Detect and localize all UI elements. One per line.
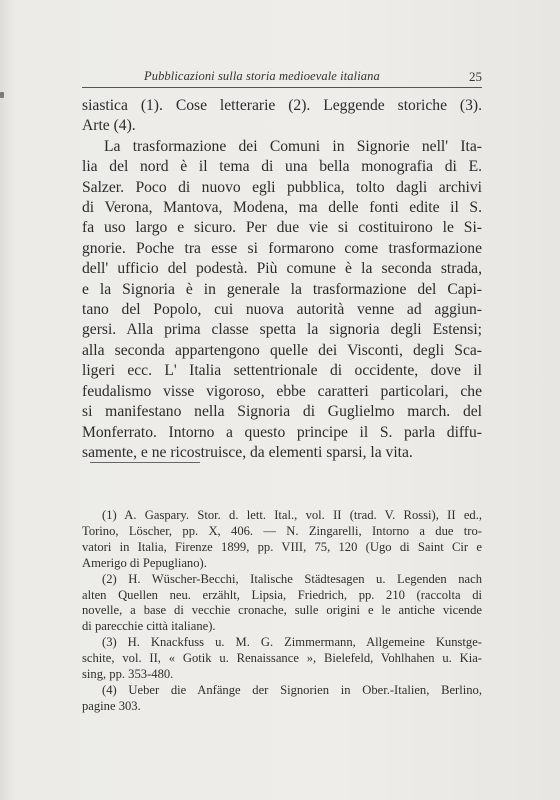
- body-line: di Verona, Mantova, Modena, ma delle fonti edite il S.: [82, 199, 482, 217]
- body-line: Arte (4).: [82, 117, 136, 135]
- footnote-line: (3) H. Knackfuss u. M. G. Zimmermann, Allgemeine Kunstge-: [102, 635, 482, 650]
- body-line: gnorie. Poche tra esse si formarono come trasformazione: [82, 239, 482, 257]
- body-line: fa uso largo e sicuro. Per due vie si costituirono le Si-: [82, 219, 482, 237]
- footnote-line: (1) A. Gaspary. Stor. d. lett. Ital., vol. II (trad. V. Rossi), II ed.,: [102, 508, 482, 522]
- body-line: siastica (1). Cose letterarie (2). Leggende storiche (3).: [82, 97, 482, 114]
- footnote-line: Torino, Löscher, pp. X, 406. — N. Zingarelli, Intorno a due tro-: [82, 523, 482, 538]
- body-line: dell' ufficio del podestà. Più comune è la seconda strada,: [82, 260, 482, 278]
- footnote-line: vatori in Italia, Firenze 1899, pp. VIII, 75, 120 (Ugo di Saint Cir e: [82, 539, 482, 554]
- body-line: e la Signoria è in generale la trasformazione del Capi-: [82, 280, 482, 298]
- footnote-line: schite, vol. II, « Gotik u. Renaissance », Bielefeld, Vohlhahen u. Kia-: [82, 651, 482, 666]
- body-line: ligeri ecc. L' Italia settentrionale di occidente, dove il: [82, 362, 482, 380]
- body-line: feudalismo visse vigoroso, ebbe caratteri particolari, che: [82, 382, 482, 400]
- body-text: [82, 96, 482, 463]
- page-header: [82, 67, 482, 85]
- margin-mark: [0, 92, 4, 98]
- footnotes: [82, 508, 482, 715]
- footnote-line: (2) H. Wüscher-Becchi, Italische Städtesagen u. Legenden nach: [102, 571, 482, 586]
- footnote-line: pagine 303.: [82, 698, 141, 713]
- body-line: La trasformazione dei Comuni in Signorie nell' Ita-: [104, 137, 482, 155]
- body-line: alla seconda appartengono quelle dei Visconti, degli Sca-: [82, 341, 482, 359]
- footnote-line: sing, pp. 353-480.: [82, 667, 174, 682]
- running-head: Pubblicazioni sulla storia medioevale italiana: [144, 69, 380, 83]
- footnote-line: di parecchie città italiane).: [82, 619, 216, 634]
- page-number: 25: [469, 69, 482, 84]
- header-rule: [82, 87, 482, 88]
- footnote-line: Amerigo di Pepugliano).: [82, 555, 207, 570]
- body-line: lia del nord è il tema di una bella monografia di E.: [82, 158, 482, 176]
- body-line: si manifestano nella Signoria di Guglielmo march. del: [82, 403, 482, 421]
- footnote-line: novelle, a base di vecchie cronache, sulle origini e le antiche vicende: [82, 603, 482, 618]
- footnote-line: alten Quellen neu. erzählt, Lipsia, Friedrich, pp. 210 (raccolta di: [82, 587, 482, 602]
- body-line: Salzer. Poco di nuovo egli pubblica, tolto dagli archivi: [82, 178, 482, 196]
- body-line: tano del Popolo, cui nuova autorità venne ad aggiun-: [82, 301, 482, 319]
- body-line: samente, e ne ricostruisce, da elementi sparsi, la vita.: [82, 443, 413, 461]
- body-line: Monferrato. Intorno a questo principe il S. parla diffu-: [82, 423, 482, 441]
- footnote-line: (4) Ueber die Anfänge der Signorien in Ober.-Italien, Berlino,: [102, 682, 482, 697]
- body-line: gersi. Alla prima classe spetta la signoria degli Estensi;: [82, 321, 482, 339]
- footnote-separator: [90, 462, 200, 463]
